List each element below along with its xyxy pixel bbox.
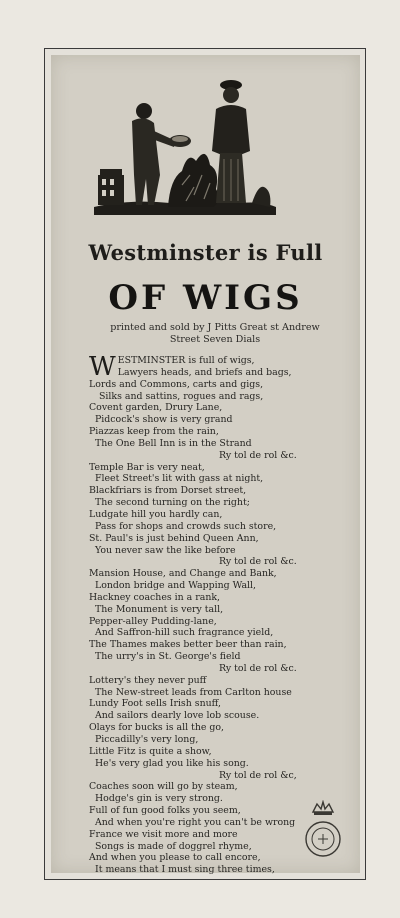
- verse-line: Temple Bar is very neat,: [89, 461, 205, 473]
- verse-line: St. Paul's is just behind Queen Ann,: [89, 532, 259, 544]
- verse-line: Lawyers heads, and briefs and bags,: [117, 366, 292, 378]
- verse-line: It means that I must sing three times,: [95, 864, 275, 876]
- verse-line: London bridge and Wapping Wall,: [95, 580, 257, 592]
- verse-line: Ludgate hill you hardly can,: [89, 508, 223, 520]
- verse-line: The second turning on the right;: [95, 497, 250, 509]
- verse-line: The New-street leads from Carlton house: [95, 686, 292, 698]
- verse-line: Lundy Foot sells Irish snuff,: [89, 698, 221, 710]
- verse-line: Hackney coaches in a rank,: [89, 591, 221, 603]
- refrain-line: Ry tol de rol &c.: [219, 449, 297, 461]
- verse-line: And when you're right you can't be wrong: [95, 816, 296, 828]
- verse-line: Blackfriars is from Dorset street,: [89, 485, 247, 497]
- verse-line: Lottery's they never puff: [89, 674, 207, 686]
- verse-line: The Thames makes better beer than rain,: [89, 639, 287, 651]
- verse-line: The Monument is very tall,: [95, 603, 224, 615]
- verse-line: And when you please to call encore,: [89, 852, 261, 864]
- imprint-line: Street Seven Dials: [169, 334, 261, 345]
- verse-line: You never saw the like before: [95, 544, 236, 556]
- verse-line: Piazzas keep from the rain,: [89, 426, 219, 438]
- title-line-2: OF WIGS: [108, 278, 303, 318]
- verse-line: Full of fun good folks you seem,: [89, 805, 241, 817]
- verse-line: Little Fitz is quite a show,: [89, 745, 212, 757]
- refrain-line: Ry tol de rol &c.: [219, 662, 297, 674]
- title-line-1: Westminster is Full: [88, 240, 323, 265]
- verse-line: Fleet Street's lit with gass at night,: [95, 473, 264, 485]
- refrain-line: Ry tol de rol &c,: [219, 769, 297, 781]
- verse-line: The One Bell Inn is in the Strand: [95, 437, 252, 449]
- verse-line: Lords and Commons, carts and gigs,: [89, 378, 264, 390]
- first-line-text: ESTMINSTER is full of wigs,: [117, 355, 255, 366]
- verse-line: And sailors dearly love lob scouse.: [95, 710, 260, 722]
- verse-line: Songs is made of doggrel rhyme,: [95, 840, 252, 852]
- song-verse: [89, 352, 329, 876]
- verse-line: Pepper-alley Pudding-lane,: [89, 615, 217, 627]
- verse-line: Olays for bucks is all the go,: [89, 722, 225, 734]
- drop-cap: W: [89, 352, 116, 382]
- library-stamp: [303, 800, 343, 862]
- verse-line: Pidcock's show is very grand: [95, 414, 233, 426]
- verse-line: Covent garden, Drury Lane,: [89, 402, 223, 414]
- verse-line: The urry's in St. George's field: [95, 651, 241, 663]
- imprint: [95, 322, 335, 346]
- woodcut-illustration: [90, 75, 280, 220]
- verse-line: And Saffron-hill such fragrance yield,: [95, 627, 274, 639]
- refrain-line: Ry tol de rol &c.: [219, 556, 297, 568]
- imprint-line: printed and sold by J Pitts Great st Andrew: [110, 322, 320, 333]
- verse-line: Piccadilly's very long,: [95, 734, 199, 745]
- verse-line: Mansion House, and Change and Bank,: [89, 568, 277, 580]
- verse-line: Coaches soon will go by steam,: [89, 781, 238, 793]
- verse-line: France we visit more and more: [89, 828, 238, 840]
- verse-line: Pass for shops and crowds such store,: [95, 520, 277, 532]
- verse-line: Hodge's gin is very strong.: [95, 793, 223, 805]
- verse-line: He's very glad you like his song.: [95, 757, 249, 769]
- verse-line: Silks and sattins, rogues and rags,: [99, 390, 264, 402]
